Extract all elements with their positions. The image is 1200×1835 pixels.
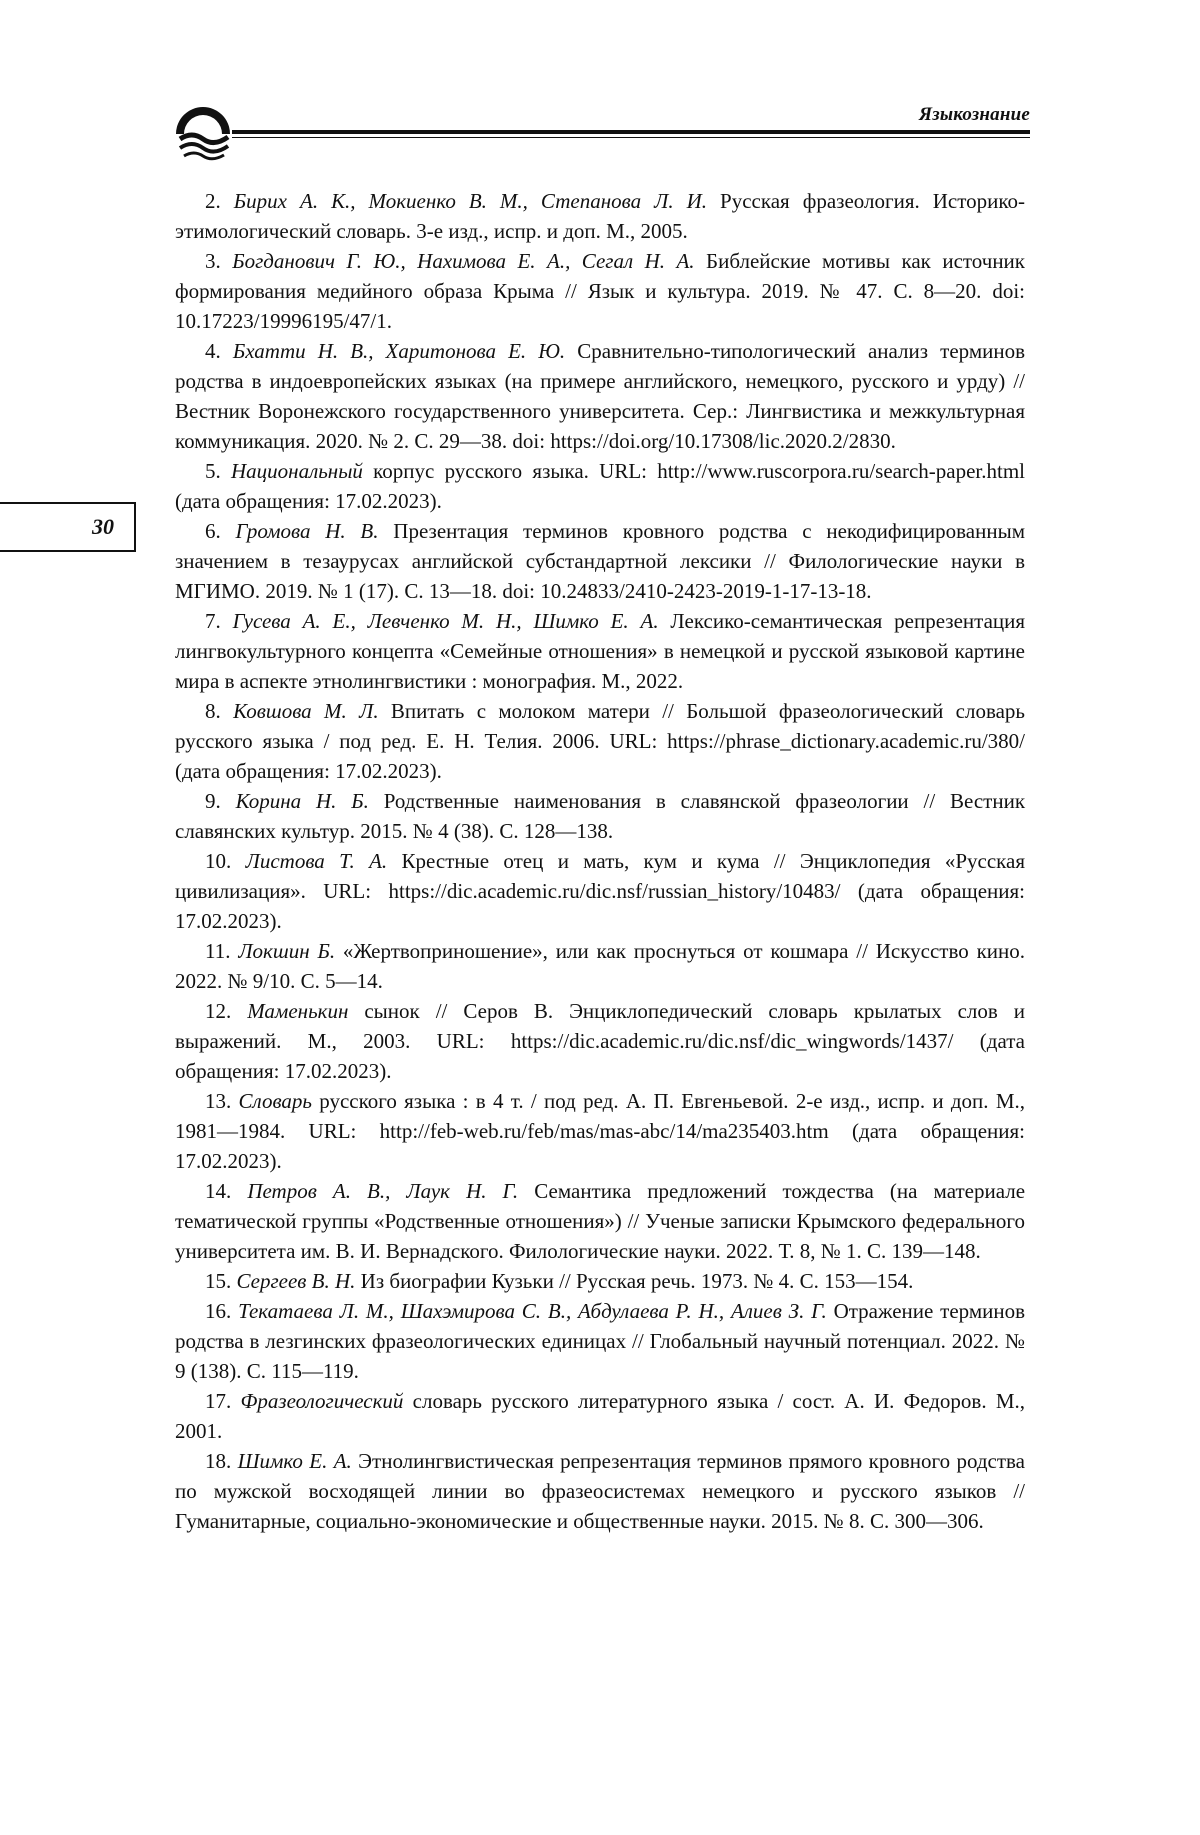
reference-item [175, 1086, 1025, 1176]
ref-text: русского языка : в 4 т. / под ред. А. П. Евгеньевой. 2-е изд., испр. и доп. М., 1981—1984. URL: http://feb-web.ru/feb/mas/mas-abc/14/ma235403.htm (дата обращения: 17.02.2023). [175, 1089, 1025, 1173]
ref-number: 8. [205, 699, 221, 723]
ref-number: 13. [205, 1089, 232, 1113]
ref-number: 5. [205, 459, 221, 483]
ref-text: Презентация терминов кровного родства с некодифицированным значением в тезаурусах английской субстандартной лексики // Филологические науки в МГИМО. 2019. № 1 (17). С. 13—18. doi: 10.24833/2410-2423-2019-1-17-13-18. [175, 519, 1025, 603]
ref-number: 18. [205, 1449, 232, 1473]
ref-number: 14. [205, 1179, 232, 1203]
ref-number: 16. [205, 1299, 232, 1323]
ref-number: 17. [205, 1389, 232, 1413]
reference-item [175, 336, 1025, 456]
ref-text: Отражение терминов родства в лезгинских фразеологических единицах // Глобальный научный потенциал. 2022. № 9 (138). С. 115—119. [175, 1299, 1026, 1383]
ref-author: Петров А. В., Лаук Н. Г. [247, 1179, 519, 1203]
page-number: 30 [92, 514, 114, 539]
reference-item [175, 1266, 1025, 1296]
reference-item [175, 936, 1025, 996]
ref-text: Русская фразеология. Историко-этимологический словарь. 3-е изд., испр. и доп. М., 2005. [175, 189, 1026, 243]
ref-number: 11. [205, 939, 231, 963]
ref-author: Текатаева Л. М., Шахэмирова С. В., Абдулаева Р. Н., Алиев З. Г. [238, 1299, 827, 1323]
reference-item [175, 1296, 1025, 1386]
ref-author: Гусева А. Е., Левченко М. Н., Шимко Е. А. [232, 609, 659, 633]
ref-number: 4. [205, 339, 221, 363]
reference-item [175, 1446, 1025, 1536]
ref-number: 6. [205, 519, 221, 543]
reference-item [175, 846, 1025, 936]
ref-text: Из биографии Кузьки // Русская речь. 1973. № 4. С. 153—154. [360, 1269, 914, 1293]
reference-item [175, 516, 1025, 606]
ref-author: Громова Н. В. [235, 519, 379, 543]
ref-text: Этнолингвистическая репрезентация терминов прямого кровного родства по мужской восходящей линии во фразеосистемах немецкого и русского языков // Гуманитарные, социально-экономические и общественные науки. 2015. № 8. С. 300—306. [175, 1449, 1026, 1533]
ref-author: Словарь [238, 1089, 312, 1113]
header-rule-thick [232, 130, 1030, 134]
page-header [172, 100, 1030, 150]
ref-author: Шимко Е. А. [237, 1449, 352, 1473]
ref-author: Бхатти Н. В., Харитонова Е. Ю. [232, 339, 566, 363]
ref-number: 9. [205, 789, 221, 813]
reference-item [175, 786, 1025, 846]
ref-author: Листова Т. А. [245, 849, 388, 873]
ref-author: Маменькин [247, 999, 349, 1023]
reference-list [175, 186, 1025, 1536]
ref-author: Корина Н. Б. [235, 789, 369, 813]
ref-author: Ковшова М. Л. [233, 699, 379, 723]
ref-number: 2. [205, 189, 221, 213]
ref-number: 7. [205, 609, 221, 633]
ref-author: Национальный [230, 459, 363, 483]
ref-text: Впитать с молоком матери // Большой фразеологический словарь русского языка / под ред. Е. Н. Телия. 2006. URL: https://phrase_dictionary.academic.ru/380/ (дата обращения: 17.02.2023). [175, 699, 1026, 783]
section-title: Языкознание [918, 104, 1030, 125]
reference-item [175, 186, 1025, 246]
reference-item [175, 696, 1025, 786]
ref-text: Лексико-семантическая репрезентация лингвокультурного концепта «Семейные отношения» в немецкой и русской языковой картине мира в аспекте этнолингвистики : монография. М., 2022. [175, 609, 1026, 693]
reference-item [175, 246, 1025, 336]
ref-author: Сергеев В. Н. [236, 1269, 356, 1293]
page-number-box [0, 502, 136, 552]
ref-number: 15. [205, 1269, 232, 1293]
ref-text: Сравнительно-типологический анализ терминов родства в индоевропейских языках (на примере английского, немецкого, русского и урду) // Вестник Воронежского государственного университета. Сер.: Лингвистика и межкультурная коммуникация. 2020. № 2. С. 29—38. doi: https://doi.org/10.17308/lic.2020.2/2830. [175, 339, 1025, 453]
reference-item [175, 606, 1025, 696]
ref-number: 12. [205, 999, 232, 1023]
ref-author: Фразеологический [240, 1389, 404, 1413]
ref-text: Крестные отец и мать, кум и кума // Энциклопедия «Русская цивилизация». URL: https://dic.academic.ru/dic.nsf/russian_history/10483/ (дата обращения: 17.02.2023). [175, 849, 1026, 933]
reference-item [175, 996, 1025, 1086]
reference-item [175, 1176, 1025, 1266]
ref-text: корпус русского языка. URL: http://www.ruscorpora.ru/search-paper.html (дата обращения: 17.02.2023). [175, 459, 1026, 513]
publisher-logo-icon [172, 104, 234, 164]
ref-number: 10. [205, 849, 232, 873]
ref-author: Бирих А. К., Мокиенко В. М., Степанова Л. И. [233, 189, 708, 213]
ref-author: Богданович Г. Ю., Нахимова Е. А., Сегал Н. А. [232, 249, 695, 273]
reference-item [175, 1386, 1025, 1446]
header-rule-thin [232, 137, 1030, 138]
ref-text: «Жертвоприношение», или как проснуться от кошмара // Искусство кино. 2022. № 9/10. С. 5—14. [175, 939, 1026, 993]
ref-text: сынок // Серов В. Энциклопедический словарь крылатых слов и выражений. М., 2003. URL: https://dic.academic.ru/dic.nsf/dic_wingwords/1437/ (дата обращения: 17.02.2023). [175, 999, 1025, 1083]
ref-author: Локшин Б. [238, 939, 336, 963]
ref-number: 3. [205, 249, 221, 273]
ref-text: Библейские мотивы как источник формирования медийного образа Крыма // Язык и культура. 2019. № 47. С. 8—20. doi: 10.17223/19996195/47/1. [175, 249, 1025, 333]
ref-text: словарь русского литературного языка / сост. А. И. Федоров. М., 2001. [175, 1389, 1025, 1443]
reference-item [175, 456, 1025, 516]
ref-text: Родственные наименования в славянской фразеологии // Вестник славянских культур. 2015. № 4 (38). С. 128—138. [175, 789, 1026, 843]
ref-text: Семантика предложений тождества (на материале тематической группы «Родственные отношения») // Ученые записки Крымского федерального университета им. В. И. Вернадского. Филологические науки. 2022. Т. 8, № 1. С. 139—148. [175, 1179, 1026, 1263]
